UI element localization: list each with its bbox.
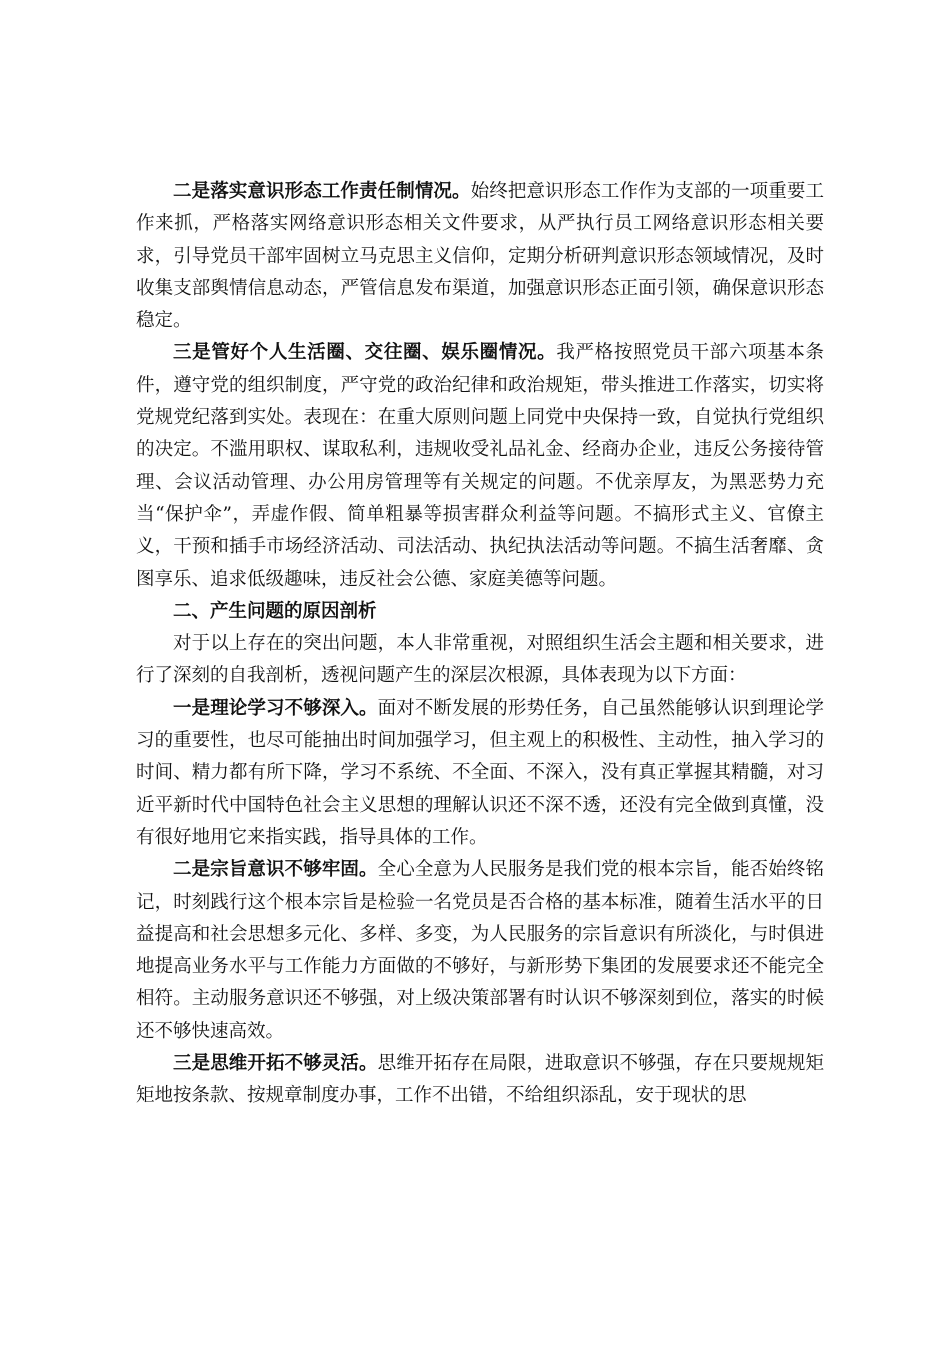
paragraph-personal-circles (136, 337, 824, 595)
paragraph-body: 对于以上存在的突出问题，本人非常重视，对照组织生活会主题和相关要求，进行了深刻的自我剖析，透视问题产生的深层次根源，具体表现为以下方面： (136, 633, 824, 687)
paragraph-ideology-responsibility (136, 176, 824, 337)
paragraph-thinking-innovation (136, 1048, 824, 1113)
paragraph-lead: 二是宗旨意识不够牢固。 (173, 859, 378, 881)
paragraph-intro (136, 628, 824, 693)
paragraph-lead: 三是管好个人生活圈、交往圈、娱乐圈情况。 (173, 342, 557, 364)
paragraph-lead: 二是落实意识形态工作责任制情况。 (173, 181, 471, 202)
paragraph-body: 全心全意为人民服务是我们党的根本宗旨，能否始终铭记，时刻践行这个根本宗旨是检验一名党员是否合格的基本标准，随着生活水平的日益提高和社会思想多元化、多样、多变，为人民服务的宗旨意识有所淡化，与时俱进地提高业务水平与工作能力方面做的不够好，与新形势下集团的发展要求还不能完全相符。主动服务意识还不够强，对上级决策部署有时认识不够深刻到位，落实的时候还不够快速高效。 (136, 859, 824, 1042)
paragraph-body: 面对不断发展的形势任务，自己虽然能够认识到理论学习的重要性，也尽可能抽出时间加强学习，但主观上的积极性、主动性，抽入学习的时间、精力都有所下降，学习不系统、不全面、不深入，没有真正掌握其精髓，对习近平新时代中国特色社会主义思想的理解认识还不深不透，还没有完全做到真懂，没有很好地用它来指实践，指导具体的工作。 (136, 697, 824, 848)
document-page (136, 176, 824, 1113)
paragraph-lead: 三是思维开拓不够灵活。 (173, 1053, 378, 1075)
paragraph-theory-study (136, 693, 824, 854)
paragraph-lead: 一是理论学习不够深入。 (173, 697, 378, 719)
section-heading: 二、产生问题的原因剖析 (173, 600, 377, 622)
paragraph-body: 我严格按照党员干部六项基本条件，遵守党的组织制度，严守党的政治纪律和政治规矩，带头推进工作落实，切实将党规党纪落到实处。表现在：在重大原则问题上同党中央保持一致，自觉执行党组织的决定。不滥用职权、谋取私利，违规收受礼品礼金、经商办企业，违反公务接待管理、会议活动管理、办公用房管理等有关规定的问题。不优亲厚友，为黑恶势力充当“保护伞”，弄虚作假、简单粗暴等损害群众利益等问题。不搞形式主义、官僚主义，干预和插手市场经济活动、司法活动、执纪执法活动等问题。不搞生活奢靡、贪图享乐、追求低级趣味，违反社会公德、家庭美德等问题。 (136, 342, 824, 590)
paragraph-body: 始终把意识形态工作作为支部的一项重要工作来抓，严格落实网络意识形态相关文件要求，从严执行员工网络意识形态相关要求，引导党员干部牢固树立马克思主义信仰，定期分析研判意识形态领域情况，及时收集支部舆情信息动态，严管信息发布渠道，加强意识形态正面引领，确保意识形态稳定。 (136, 181, 824, 332)
paragraph-purpose-awareness (136, 854, 824, 1048)
paragraph-body: 思维开拓存在局限，进取意识不够强，存在只要规规矩矩地按条款、按规章制度办事，工作不出错，不给组织添乱，安于现状的思 (136, 1053, 824, 1107)
